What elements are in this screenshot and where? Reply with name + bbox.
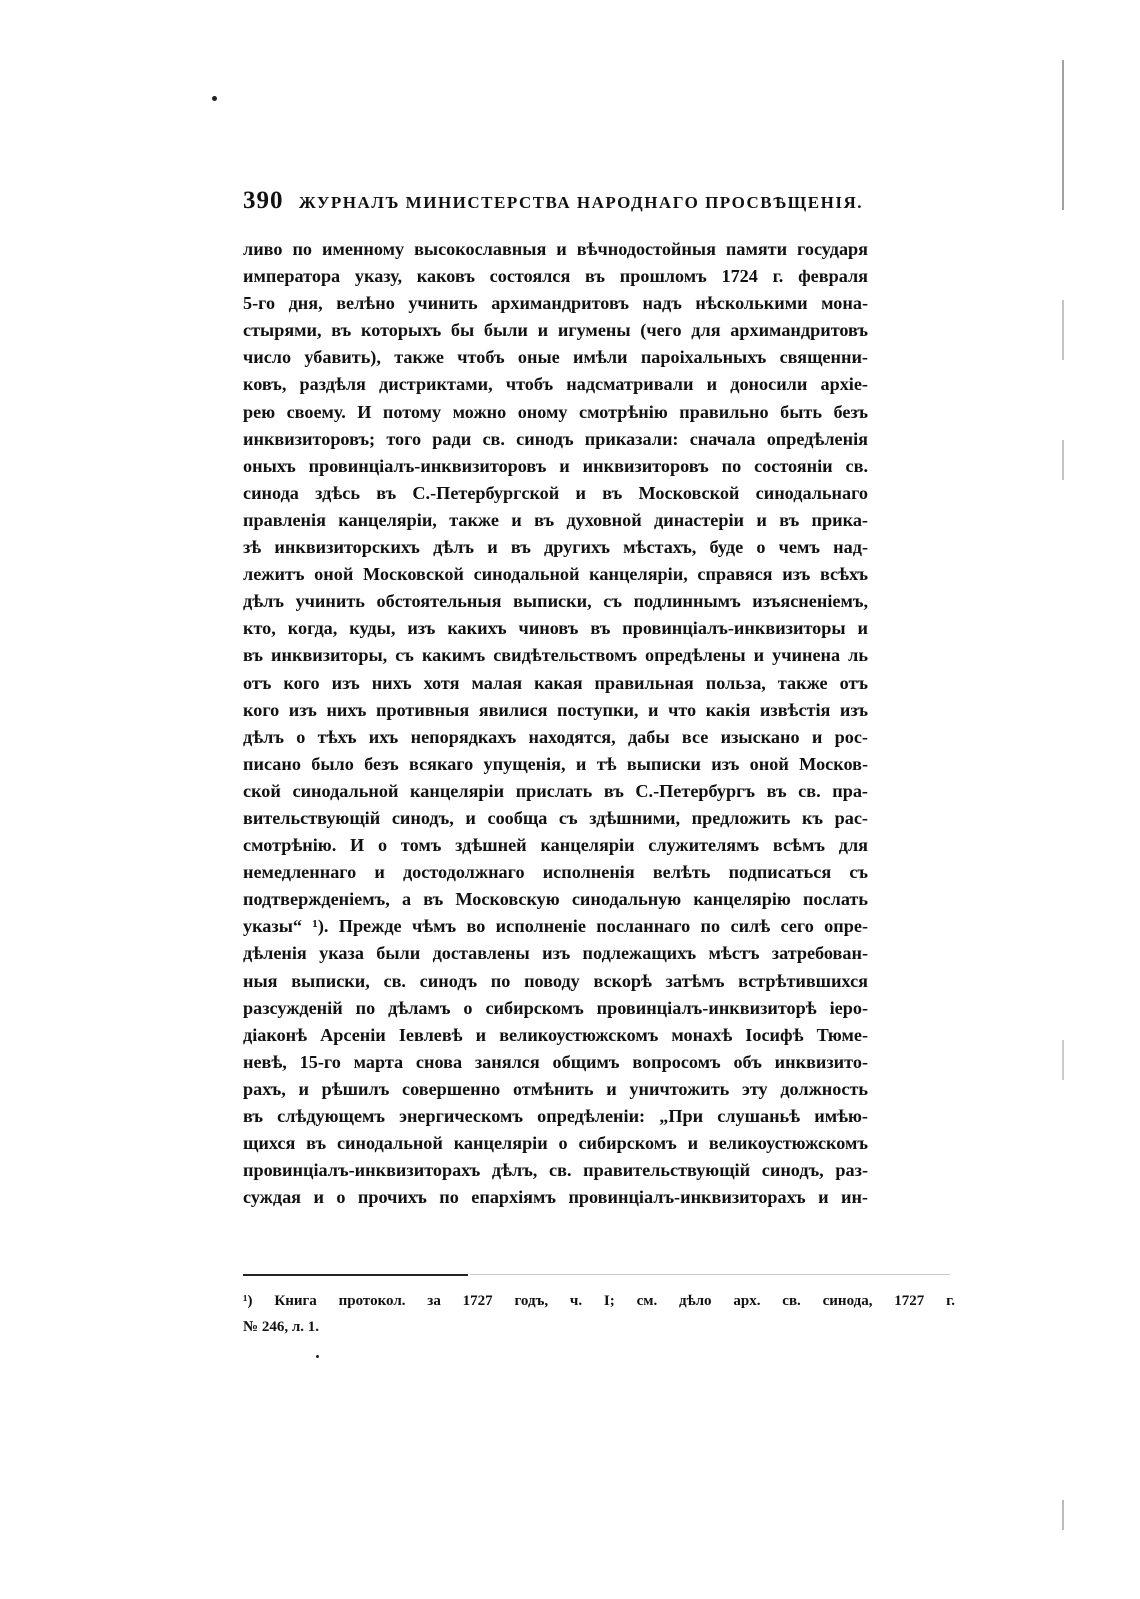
text-line: лежитъ оной Московской синодальной канцеляріи, справяся изъ всѣхъ — [243, 564, 868, 585]
text-line: суждая и о прочихъ по епархіямъ провинціалъ-инквизиторахъ и ин- — [243, 1187, 868, 1208]
text-line: невѣ, 15-го марта снова занялся общимъ вопросомъ объ инквизито- — [243, 1051, 868, 1072]
text-line: немедленнаго и достодолжнаго исполненія велѣть подписаться съ — [243, 862, 868, 883]
text-line: кого изъ нихъ противныя явилися поступки, и что какія извѣстія изъ — [243, 699, 868, 720]
text-line: провинціалъ-инквизиторахъ дѣлъ, св. правительствующій синодъ, раз- — [243, 1160, 868, 1181]
text-line: подтвержденіемъ, а въ Московскую синодальную канцелярію послать — [243, 889, 868, 910]
text-line: рею своему. И потому можно оному смотрѣнію правильно быть безъ — [243, 401, 868, 422]
page-edge-shadow — [1062, 1500, 1064, 1530]
scan-speck — [316, 1355, 319, 1358]
text-line: разсужденій по дѣламъ о сибирскомъ провинціалъ-инквизиторѣ іеро- — [243, 997, 868, 1018]
text-line: ковъ, раздѣля дистриктами, чтобъ надсматривали и доносили архіе- — [243, 374, 868, 395]
text-line: дѣленія указа были доставлены изъ подлежащихъ мѣстъ затребован- — [243, 943, 868, 964]
footnote-line: № 246, л. 1. — [243, 1319, 319, 1335]
text-line: діаконѣ Арсеніи Іевлевѣ и великоустюжскомъ монахѣ Іосифѣ Тюме- — [243, 1024, 868, 1045]
page-edge-shadow — [1062, 60, 1064, 210]
text-line: оныхъ провинціалъ-инквизиторовъ и инквизиторовъ по состояніи св. — [243, 455, 868, 476]
page-edge-shadow — [1062, 1040, 1064, 1080]
text-line: зѣ инквизиторскихъ дѣлъ и въ другихъ мѣстахъ, буде о чемъ над- — [243, 537, 868, 558]
text-line: кто, когда, куды, изъ какихъ чиновъ въ провинціалъ-инквизиторы и — [243, 618, 868, 639]
footnote-rule — [243, 1274, 468, 1276]
body-text — [243, 236, 868, 1211]
page-number: 390 — [243, 187, 284, 214]
text-line: отъ кого изъ нихъ хотя малая какая правильная польза, также отъ — [243, 672, 868, 693]
text-line: ской синодальной канцеляріи прислать въ С.-Петербургъ въ св. пра- — [243, 780, 868, 801]
scan-speck — [212, 96, 217, 101]
running-title: ЖУРНАЛЪ МИНИСТЕРСТВА НАРОДНАГО ПРОСВѢЩЕНІЯ. — [298, 193, 863, 212]
page-header — [243, 187, 863, 217]
page-edge-shadow — [1062, 440, 1064, 480]
text-line: инквизиторовъ; того ради св. синодъ приказали: сначала опредѣленія — [243, 428, 868, 449]
footnotes — [243, 1288, 955, 1340]
text-line: число убавить), также чтобъ оные имѣли пароіхальныхъ священни- — [243, 347, 868, 368]
text-line: указы“ ¹). Прежде чѣмъ во исполненіе посланнаго по силѣ сего опре- — [243, 916, 868, 937]
text-line: щихся въ синодальной канцеляріи о сибирскомъ и великоустюжскомъ — [243, 1133, 868, 1154]
text-line: писано было безъ всякаго упущенія, и тѣ выписки изъ оной Москов- — [243, 753, 868, 774]
text-line: правленія канцеляріи, также и въ духовной династеріи и въ прика- — [243, 509, 868, 530]
text-line: въ инквизиторы, съ какимъ свидѣтельствомъ опредѣлены и учинена ль — [243, 645, 868, 666]
text-line: ливо по именному высокославныя и вѣчнодостойныя памяти государя — [243, 239, 868, 259]
text-line: стырями, въ которыхъ бы были и игумены (чего для архимандритовъ — [243, 320, 868, 341]
text-line: въ слѣдующемъ энергическомъ опредѣленіи: „При слушаньѣ имѣю- — [243, 1106, 868, 1126]
text-line: смотрѣнію. И о томъ здѣшней канцеляріи служителямъ всѣмъ для — [243, 835, 868, 856]
text-line: дѣлъ учинить обстоятельныя выписки, съ подлиннымъ изъясненіемъ, — [243, 591, 868, 612]
text-line: рахъ, и рѣшилъ совершенно отмѣнить и уничтожить эту должность — [243, 1078, 868, 1099]
text-line: синода здѣсь въ С.-Петербургской и въ Московской синодальнаго — [243, 482, 868, 503]
text-line: вительствующій синодъ, и сообща съ здѣшними, предложить къ рас- — [243, 807, 868, 828]
footnote-rule-shadow — [470, 1274, 950, 1275]
text-line: дѣлъ о тѣхъ ихъ непорядкахъ находятся, дабы все изыскано и рос- — [243, 726, 868, 747]
text-line: императора указу, каковъ состоялся въ прошломъ 1724 г. февраля — [243, 266, 868, 287]
page-edge-shadow — [1062, 300, 1064, 360]
footnote-line: ¹) Книга протокол. за 1727 годъ, ч. I; см. дѣло арх. св. синода, 1727 г. — [243, 1293, 955, 1309]
text-line: ныя выписки, св. синодъ по поводу вскорѣ затѣмъ встрѣтившихся — [243, 970, 868, 991]
text-line: 5-го дня, велѣно учинить архимандритовъ надъ нѣсколькими мона- — [243, 293, 868, 314]
